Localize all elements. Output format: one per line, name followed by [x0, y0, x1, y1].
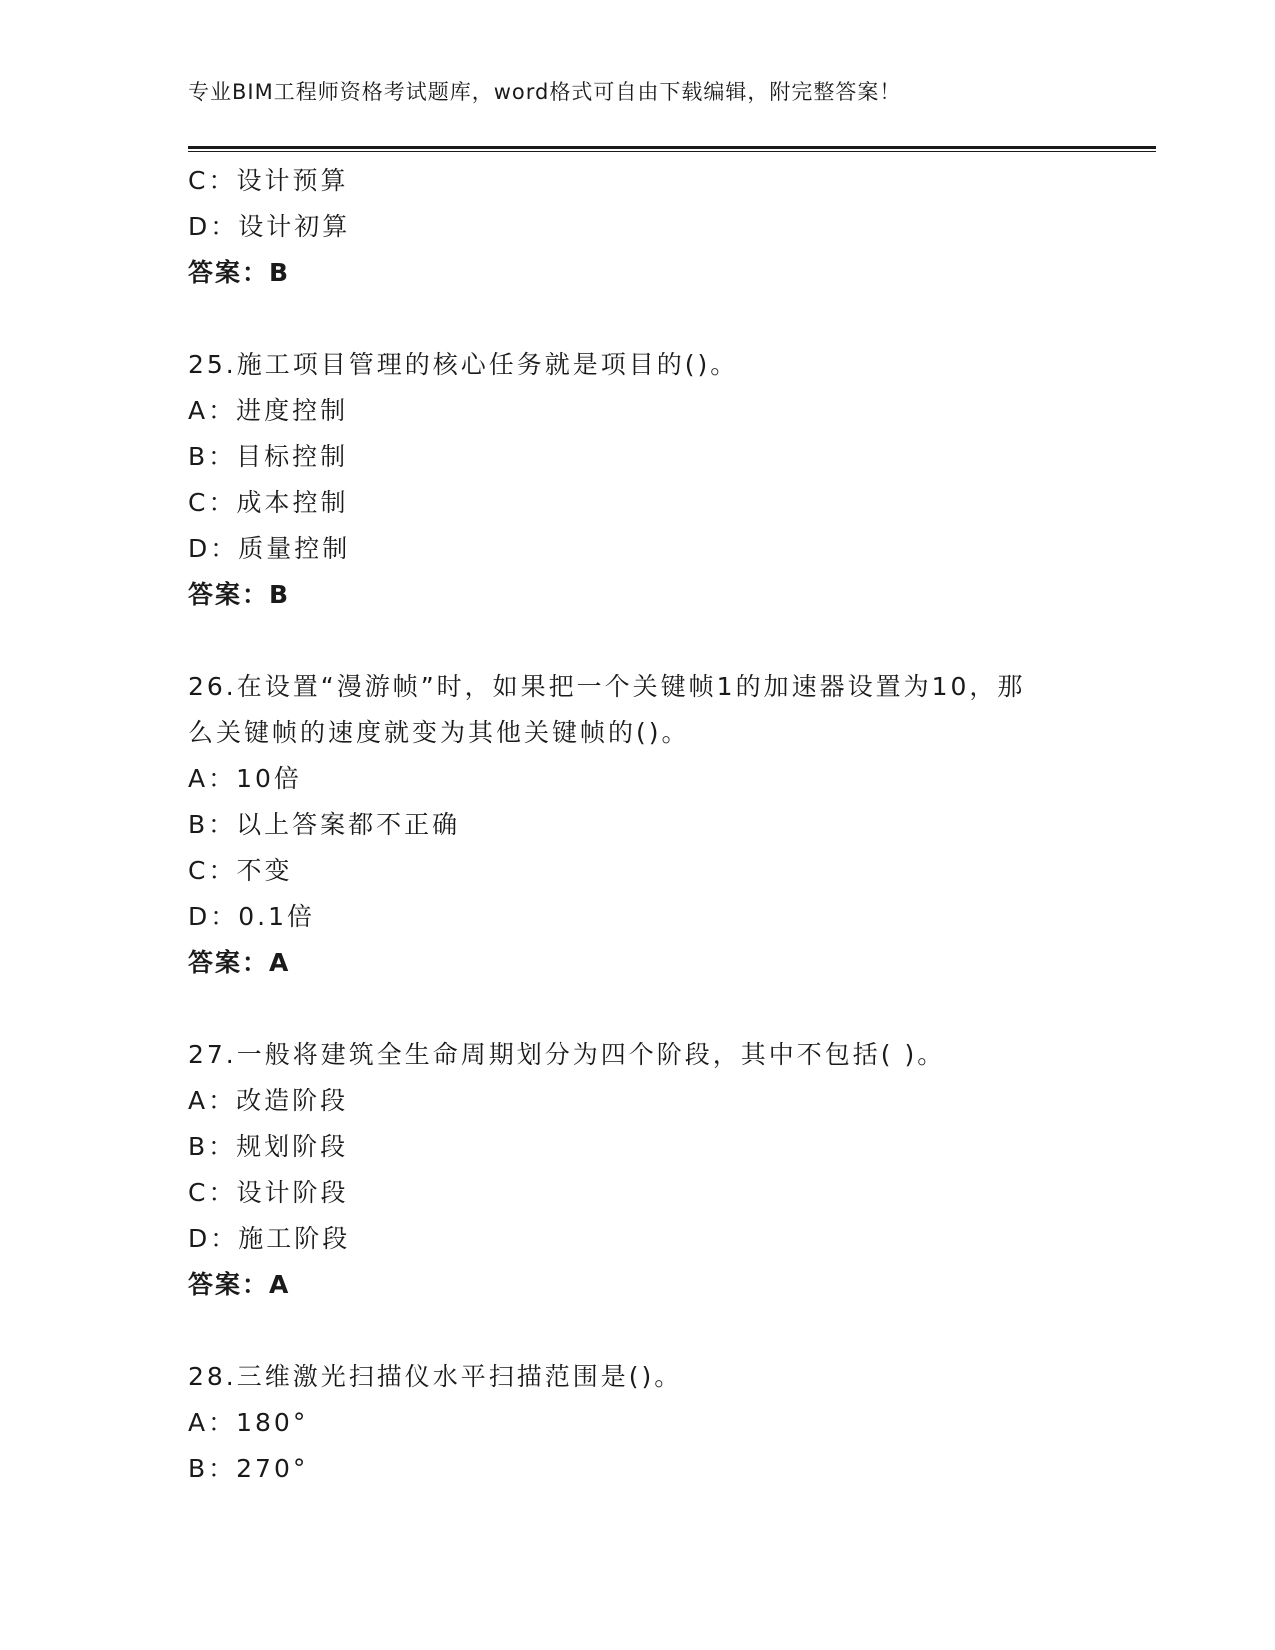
option-d: D：设计初算 [188, 212, 351, 241]
option-b: B：270° [188, 1454, 309, 1483]
option-a: A：改造阶段 [188, 1086, 349, 1115]
question-26-stem-line-1: 26.在设置“漫游帧”时，如果把一个关键帧1的加速器设置为10，那 [188, 672, 1026, 701]
option-d: D：0.1倍 [188, 902, 316, 931]
option-b: B：目标控制 [188, 442, 349, 471]
question-content [188, 158, 1088, 1492]
header-rule-thick [188, 146, 1156, 149]
option-c: C：成本控制 [188, 488, 349, 517]
spacer [188, 1308, 1088, 1354]
option-b: B：以上答案都不正确 [188, 810, 461, 839]
answer-line: 答案：B [188, 258, 291, 287]
spacer [188, 986, 1088, 1032]
spacer [188, 618, 1088, 664]
option-c: C：设计阶段 [188, 1178, 349, 1207]
option-b: B：规划阶段 [188, 1132, 349, 1161]
option-a: A：进度控制 [188, 396, 349, 425]
answer-line: 答案：A [188, 948, 291, 977]
option-a: A：180° [188, 1408, 309, 1437]
option-d: D：施工阶段 [188, 1224, 351, 1253]
answer-line: 答案：B [188, 580, 291, 609]
question-26-stem-line-2: 么关键帧的速度就变为其他关键帧的()。 [188, 718, 690, 747]
question-25-stem: 25.施工项目管理的核心任务就是项目的()。 [188, 350, 739, 379]
option-c: C：不变 [188, 856, 293, 885]
page-header: 专业BIM工程师资格考试题库，word格式可自由下载编辑，附完整答案！ [188, 80, 902, 104]
question-27-stem: 27.一般将建筑全生命周期划分为四个阶段，其中不包括( )。 [188, 1040, 946, 1069]
option-a: A：10倍 [188, 764, 302, 793]
answer-line: 答案：A [188, 1270, 291, 1299]
option-c: C：设计预算 [188, 166, 349, 195]
spacer [188, 296, 1088, 342]
question-28-stem: 28.三维激光扫描仪水平扫描范围是()。 [188, 1362, 683, 1391]
header-rule-thin [188, 151, 1156, 152]
option-d: D：质量控制 [188, 534, 351, 563]
